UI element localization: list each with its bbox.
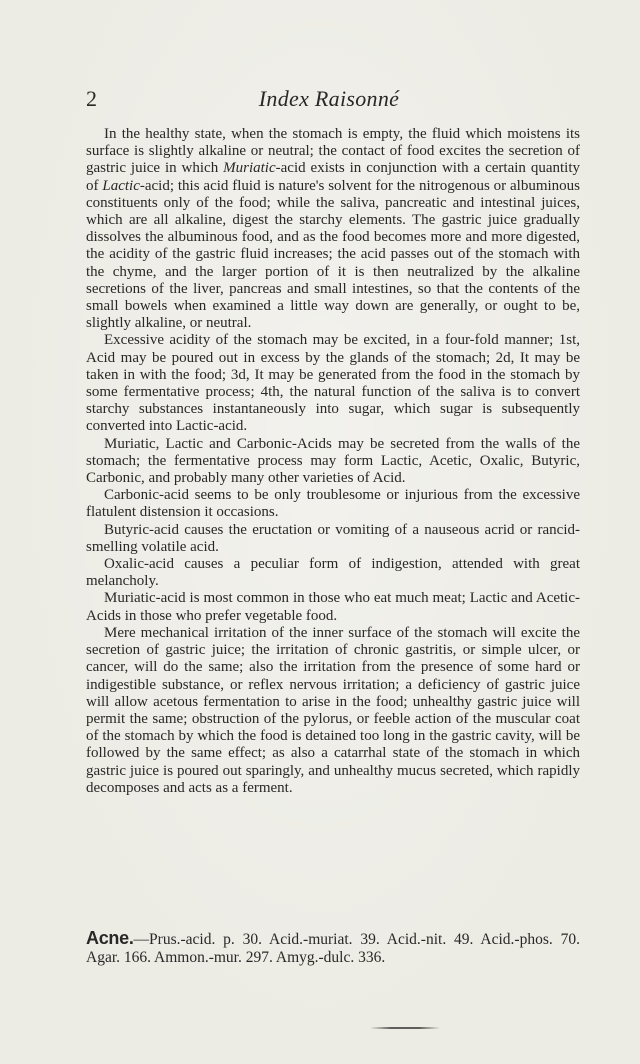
text-run: -acid exists in conjunction with a certain quantity of bbox=[86, 160, 580, 194]
remedy-heading: Acne. bbox=[86, 928, 134, 948]
text-run: Muriatic-acid is most common in those who eat much meat; Lactic and Acetic-Acids in those who prefer vegetable food. bbox=[86, 590, 580, 624]
paragraph bbox=[86, 436, 580, 488]
paragraph bbox=[86, 556, 580, 590]
footer-rule bbox=[370, 1027, 440, 1029]
paragraph bbox=[86, 590, 580, 624]
text-run: Excessive acidity of the stomach may be excited, in a four-fold manner; 1st, Acid may be poured out in excess by the glands of the stomach; 2d, It may be taken in with the food; 3d, It may be generated from the food in the stomach by some fermentative process; 4th, the natural function of the saliva is to convert starchy substances instantaneously into sugar, which sugar is subsequently converted into Lactic-acid. bbox=[86, 332, 580, 435]
page-header bbox=[86, 84, 572, 114]
running-title: Index Raisonné bbox=[258, 86, 400, 111]
text-run: -acid; this acid fluid is nature's solvent for the nitrogenous or albuminous constituents only of the food; while the saliva, pancreatic and intestinal juices, which are all alkaline, digest the starchy elements. The gastric juice gradually dissolves the albuminous food, and as the food becomes more and more digested, the acidity of the gastric fluid increases; the acid passes out of the stomach with the chyme, and the larger portion of it is then neutralized by the alkaline secretions of the liver, pancreas and small intestines, so that the contents of the small bowels when examined a little way down are generally, or ought to be, slightly alkaline, or neutral. bbox=[86, 177, 581, 332]
paragraph bbox=[86, 625, 580, 797]
remedy-entry bbox=[86, 930, 580, 966]
paragraph bbox=[86, 487, 580, 521]
paragraph bbox=[86, 126, 580, 332]
italic-text: Lactic bbox=[102, 177, 140, 194]
paragraph bbox=[86, 522, 580, 556]
text-run: Muriatic, Lactic and Carbonic-Acids may be secreted from the walls of the stomach; the fermentative process may form Lactic, Acetic, Oxalic, Butyric, Carbonic, and probably many other varieties of Acid. bbox=[86, 435, 580, 487]
text-run: Oxalic-acid causes a peculiar form of indigestion, attended with great melancholy. bbox=[86, 556, 580, 590]
remedy-list: —Prus.-acid. p. 30. Acid.-muriat. 39. Acid.-nit. 49. Acid.-phos. 70. Agar. 166. Ammon.-mur. 297. Amyg.-dulc. 336. bbox=[86, 931, 580, 966]
text-run: Carbonic-acid seems to be only troublesome or injurious from the excessive flatulent distension it occasions. bbox=[86, 487, 580, 521]
text-run: Mere mechanical irritation of the inner surface of the stomach will excite the secretion of gastric juice; the irritation of chronic gastritis, or simple ulcer, or cancer, will do the same; also the irritation from the presence of some hard or indigestible substance, or reflex nervous irritation; a deficiency of gastric juice will allow acetous fermentation to arise in the food; unhealthy gastric juice will permit the same; obstruction of the pylorus, or feeble action of the muscular coat of the stomach by which the food is detained too long in the gastric cavity, will be followed by the same effect; as also a catarrhal state of the stomach in which gastric juice is poured out sparingly, and unhealthy mucus secreted, which rapidly decomposes and acts as a ferment. bbox=[86, 624, 580, 796]
body-text bbox=[86, 126, 580, 797]
text-run: Butyric-acid causes the eructation or vomiting of a nauseous acrid or rancid-smelling volatile acid. bbox=[86, 521, 580, 555]
text-run: In the healthy state, when the stomach is empty, the fluid which moistens its surface is slightly alkaline or neutral; the contact of food excites the secretion of gastric juice in which bbox=[86, 126, 580, 177]
paragraph bbox=[86, 332, 580, 435]
italic-text: Muriatic bbox=[223, 160, 276, 177]
page-number: 2 bbox=[86, 86, 97, 111]
